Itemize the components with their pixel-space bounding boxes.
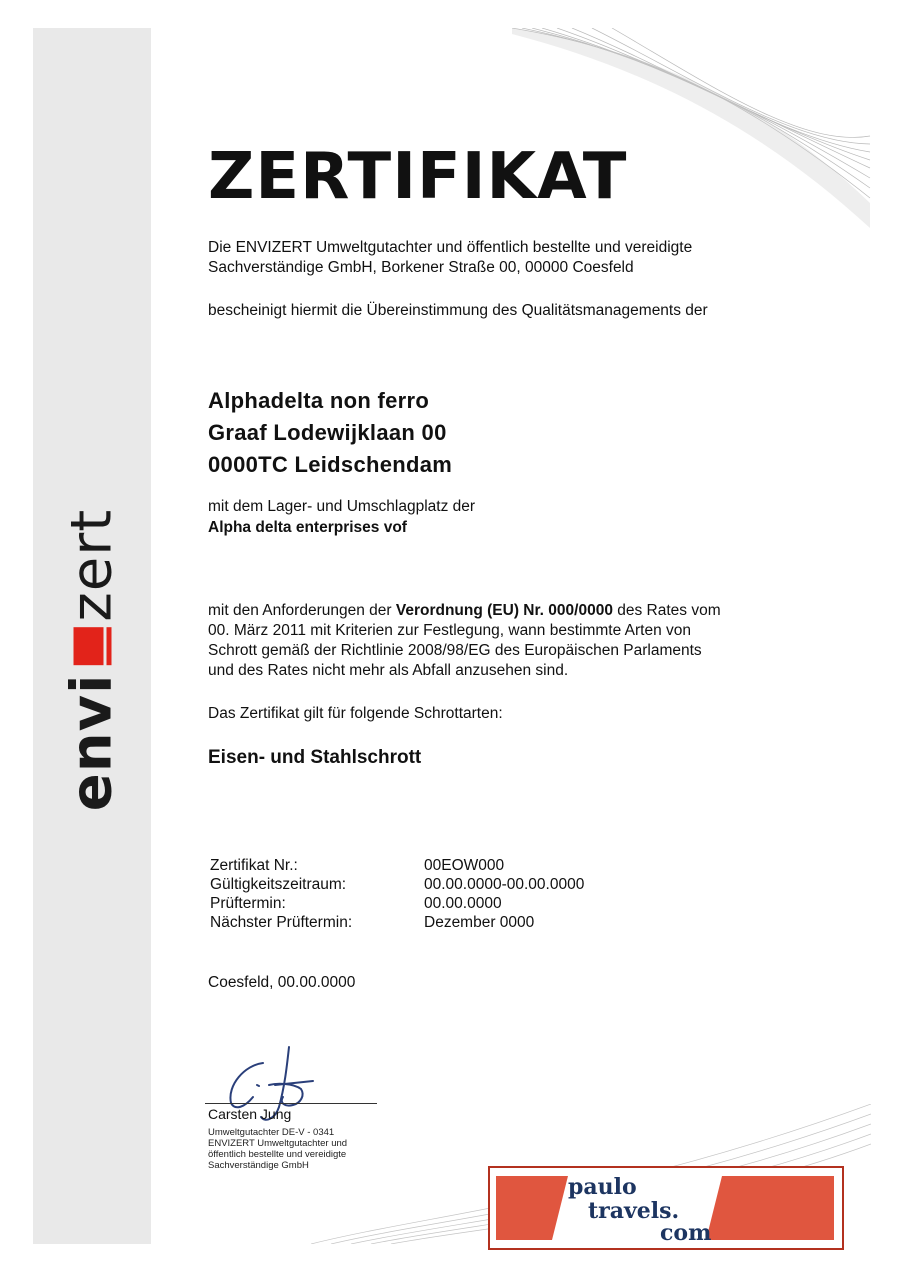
requirements-line-3: Schrott gemäß der Richtlinie 2008/98/EG des Europäischen Parlaments <box>208 642 702 659</box>
signature-line <box>205 1103 377 1104</box>
requirements-line-4: und des Rates nicht mehr als Abfall anzusehen sind. <box>208 662 569 679</box>
company-block <box>208 385 452 481</box>
signatory-details <box>208 1127 347 1171</box>
signatory-line-2: ENVIZERT Umweltgutachter und <box>208 1138 348 1149</box>
watermark-line-3: com <box>660 1220 712 1246</box>
signatory-line-3: öffentlich bestellte und vereidigte <box>208 1149 347 1160</box>
detail-label: Prüftermin: <box>210 895 286 912</box>
requirements-line-2: 00. März 2011 mit Kriterien zur Festlegung, wann bestimmte Arten von <box>208 622 692 639</box>
issuer-line-1: Die ENVIZERT Umweltgutachter und öffentlich bestellte und vereidigte <box>208 239 693 256</box>
signatory-line-1: Umweltgutachter DE-V - 0341 <box>208 1127 335 1138</box>
logo-zert-text: zert <box>59 508 125 622</box>
certificate-title: ZERTIFIKAT <box>208 140 628 214</box>
place-date: Coesfeld, 00.00.0000 <box>208 974 356 991</box>
site-name: Alpha delta enterprises vof <box>208 519 407 536</box>
certificate-details <box>210 856 584 932</box>
requirements-pre: mit den Anforderungen der <box>208 602 396 619</box>
signatory-line-4: Sachverständige GmbH <box>208 1160 309 1171</box>
scope-intro: Das Zertifikat gilt für folgende Schrottarten: <box>208 705 503 722</box>
watermark-line-2: travels. <box>588 1198 680 1224</box>
scrap-type: Eisen- und Stahlschrott <box>208 747 422 768</box>
attestation-line: bescheinigt hiermit die Übereinstimmung des Qualitätsmanagements der <box>208 302 708 319</box>
regulation-reference: Verordnung (EU) Nr. 000/0000 <box>395 602 613 619</box>
detail-row <box>210 894 584 913</box>
detail-value: 00EOW000 <box>424 857 505 874</box>
detail-label: Gültigkeitszeitraum: <box>210 876 347 893</box>
detail-row <box>210 875 584 894</box>
company-city: 0000TC Leidschendam <box>208 452 453 477</box>
detail-value: 00.00.0000 <box>424 895 502 912</box>
detail-label: Nächster Prüftermin: <box>210 914 353 931</box>
logo-envi-text: envi <box>59 673 125 812</box>
detail-row <box>210 913 584 932</box>
watermark-stamp <box>488 1166 844 1250</box>
envizert-logo <box>60 509 125 811</box>
requirements-post: des Rates vom <box>612 602 721 619</box>
logo-red-square-icon <box>73 628 111 666</box>
signatory-name: Carsten Jung <box>208 1106 292 1122</box>
detail-row <box>210 856 584 875</box>
watermark-line-1: paulo <box>568 1174 637 1200</box>
watermark-text <box>490 1168 842 1248</box>
issuer-line-2: Sachverständige GmbH, Borkener Straße 00, 00000 Coesfeld <box>208 259 634 276</box>
company-name: Alphadelta non ferro <box>208 388 430 413</box>
company-street: Graaf Lodewijklaan 00 <box>208 420 447 445</box>
site-intro: mit dem Lager- und Umschlagplatz der <box>208 498 476 515</box>
detail-value: Dezember 0000 <box>424 914 535 931</box>
detail-label: Zertifikat Nr.: <box>210 857 298 874</box>
requirements-line-1 <box>208 601 721 621</box>
detail-value: 00.00.0000-00.00.0000 <box>424 876 585 893</box>
